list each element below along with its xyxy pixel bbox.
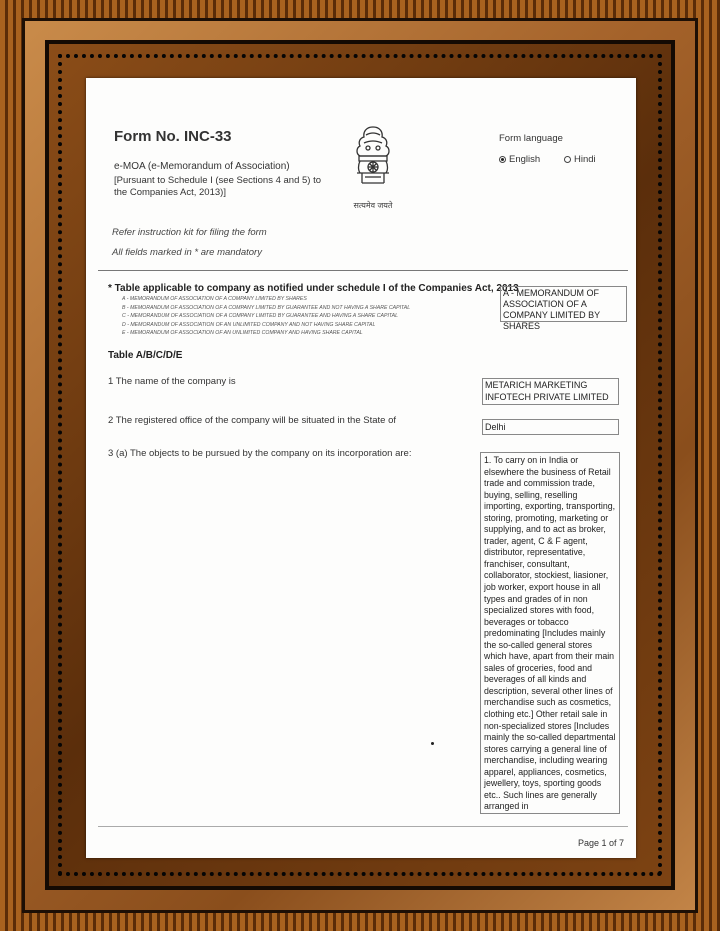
page-indicator: Page 1 of 7 <box>578 838 625 848</box>
instruction-kit-note: Refer instruction kit for filing the form <box>112 227 267 238</box>
company-name-label: 1 The name of the company is <box>108 376 236 387</box>
language-english-option[interactable] <box>499 154 540 165</box>
mandatory-note: All fields marked in * are mandatory <box>112 247 262 258</box>
registered-state-field[interactable]: Delhi <box>482 419 619 435</box>
section-title: Table A/B/C/D/E <box>108 350 183 361</box>
form-title: e-MOA (e-Memorandum of Association) <box>114 161 290 172</box>
divider <box>98 270 628 271</box>
objects-field[interactable]: 1. To carry on in India or elsewhere the business of Retail trade and commission trade, buying, selling, reselling importing, exporting, transporting, storing, promoting, marketing or supplying, and to act as broker, trader, agent, C & F agent, distributor, representative, franchiser, consultant, collaborator, stockiest, liasioner, job worker, export house in all types and grades of in non specialized stores with food, beverages or tobacco predominating [Includes mainly the so-called general stores which have, apart from their main sales of groceries, food and beverages of all kinds and description, several other lines of merchandise such as cosmetics, clothing etc.] Other retail sale in non-specialized stores [Includes mainly the so-called departmental stores carrying a general line of merchandise, including wearing apparel, appliances, cosmetics, jewellery, toys, sporting goods etc.. Such lines are generally arranged in <box>480 452 620 814</box>
form-pursuant: [Pursuant to Schedule I (see Sections 4 and 5) to the Companies Act, 2013)] <box>114 175 322 198</box>
table-option: D - MEMORANDUM OF ASSOCIATION OF AN UNLIMITED COMPANY AND NOT HAVING SHARE CAPITAL <box>122 321 376 328</box>
stray-mark <box>431 742 434 745</box>
table-options-list <box>122 295 410 338</box>
table-applicable-heading: * Table applicable to company as notified under schedule I of the Companies Act, 2013 <box>108 283 519 294</box>
form-language-label: Form language <box>499 133 563 144</box>
radio-selected-icon[interactable] <box>499 156 506 163</box>
form-number: Form No. INC-33 <box>114 128 232 145</box>
table-option: B - MEMORANDUM OF ASSOCIATION OF A COMPANY LIMITED BY GUARANTEE AND NOT HAVING A SHARE CAPITAL <box>122 304 411 311</box>
table-option: C - MEMORANDUM OF ASSOCIATION OF A COMPANY LIMITED BY GUARANTEE AND HAVING A SHARE CAPITAL <box>122 313 399 319</box>
language-hindi-option[interactable] <box>564 154 596 165</box>
table-selection-field[interactable]: A - MEMORANDUM OF ASSOCIATION OF A COMPANY LIMITED BY SHARES <box>500 286 627 322</box>
language-english-label: English <box>509 154 541 165</box>
company-name-field[interactable]: METARICH MARKETING INFOTECH PRIVATE LIMITED <box>482 378 619 405</box>
radio-unselected-icon[interactable] <box>564 156 571 163</box>
national-emblem-icon <box>348 123 398 203</box>
emblem-motto: सत्यमेव जयते <box>353 201 393 210</box>
table-option: E - MEMORANDUM OF ASSOCIATION OF AN UNLIMITED COMPANY AND HAVING SHARE CAPITAL <box>122 330 363 336</box>
objects-label: 3 (a) The objects to be pursued by the company on its incorporation are: <box>108 448 412 459</box>
registered-state-label: 2 The registered office of the company will be situated in the State of <box>108 415 396 426</box>
form-page <box>86 78 636 858</box>
page-footer-line <box>98 826 628 827</box>
language-hindi-label: Hindi <box>574 154 596 165</box>
table-option: A - MEMORANDUM OF ASSOCIATION OF A COMPANY LIMITED BY SHARES <box>122 296 307 302</box>
